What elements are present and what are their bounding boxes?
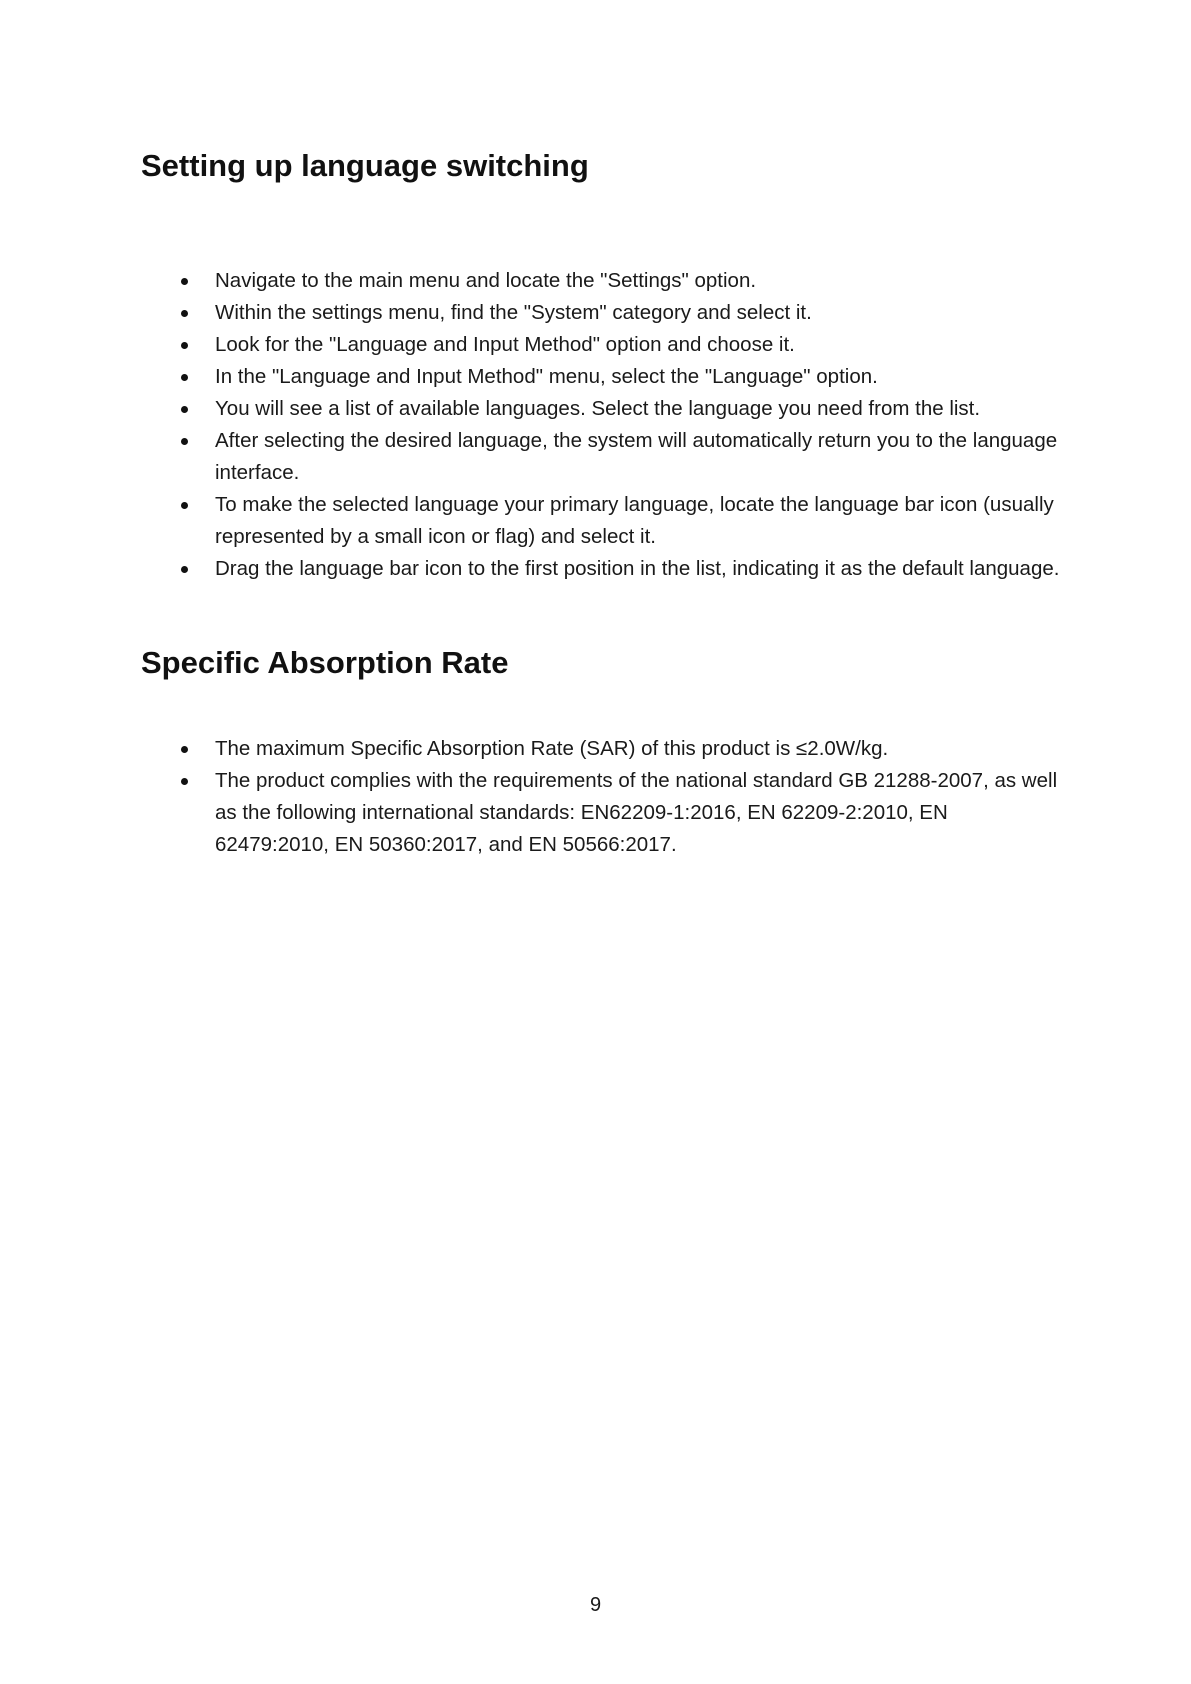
list-item [141,765,1061,861]
list-item [141,361,1061,393]
bullet-icon [181,406,188,413]
bullet-icon [181,502,188,509]
list-item-text: To make the selected language your primary language, locate the language bar icon (usually represented by a small icon or flag) and select it. [215,493,1054,548]
list-item-text: You will see a list of available languages. Select the language you need from the list. [215,397,981,420]
bullet-icon [181,778,188,785]
list-item-text: In the "Language and Input Method" menu, select the "Language" option. [215,365,878,388]
list-item [141,553,1061,585]
list-item [141,393,1061,425]
list-item [141,489,1061,553]
list-item [141,733,1061,765]
bullet-icon [181,342,188,349]
list-item-text: After selecting the desired language, the system will automatically return you to the language interface. [215,429,1058,484]
list-item-text: Look for the "Language and Input Method" option and choose it. [215,333,795,356]
section-heading-language-switching: Setting up language switching [141,148,589,183]
bullet-icon [181,566,188,573]
list-item [141,297,1061,329]
bullet-icon [181,438,188,445]
bullet-icon [181,374,188,381]
list-item-text: Drag the language bar icon to the first position in the list, indicating it as the default language. [215,557,1060,580]
list-item-text: The product complies with the requirements of the national standard GB 21288-2007, as well as the following international standards: EN62209-1:2016, EN 62209-2:2010, EN 62479:2010, EN 50360:2017, and EN 50566:2017. [215,769,1058,856]
list-item [141,329,1061,361]
list-item [141,265,1061,297]
language-steps-list [141,265,1061,585]
list-item-text: Within the settings menu, find the "System" category and select it. [215,301,812,324]
page-number: 9 [589,1594,602,1616]
bullet-icon [181,746,188,753]
list-item-text: Navigate to the main menu and locate the "Settings" option. [215,269,757,292]
sar-info-list [141,733,1061,861]
list-item-text: The maximum Specific Absorption Rate (SAR) of this product is ≤2.0W/kg. [215,737,889,760]
section-heading-sar: Specific Absorption Rate [141,645,509,680]
list-item [141,425,1061,489]
bullet-icon [181,278,188,285]
bullet-icon [181,310,188,317]
